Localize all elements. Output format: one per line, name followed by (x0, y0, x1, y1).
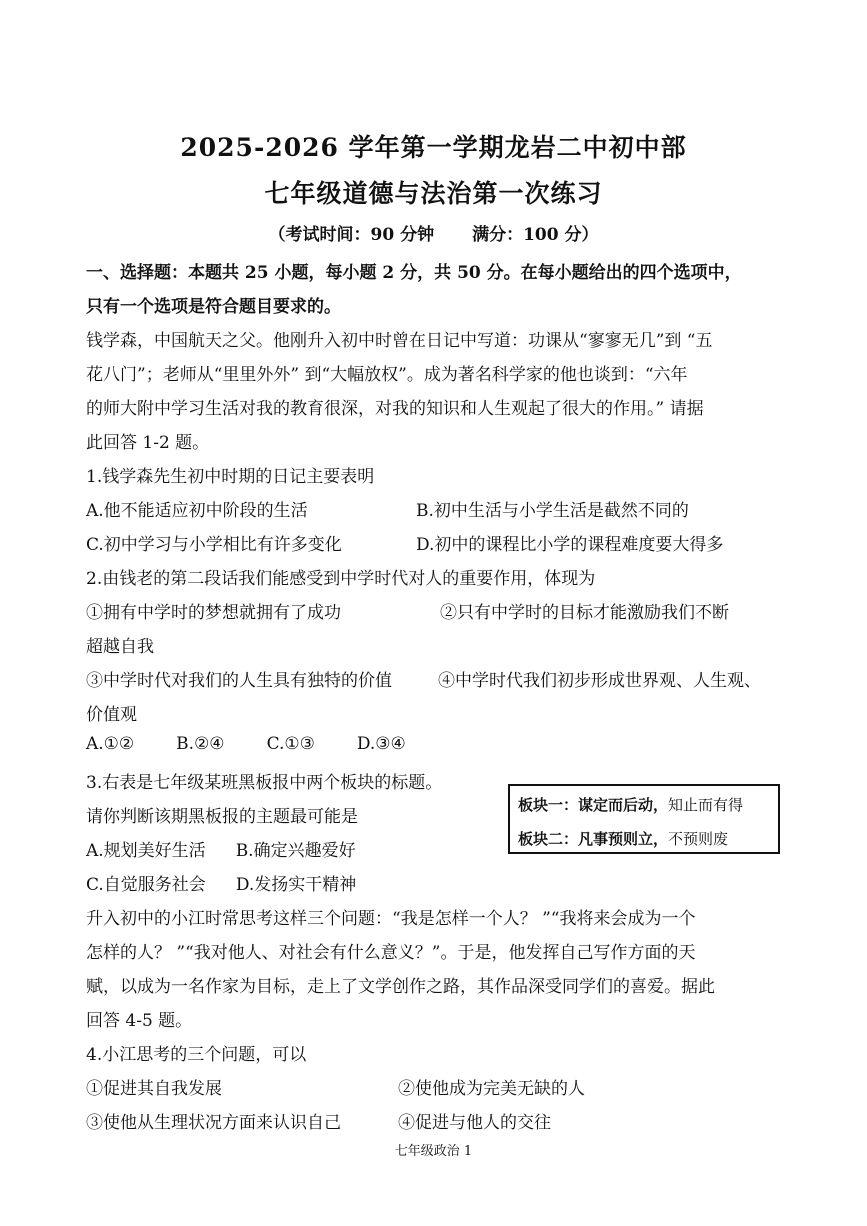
material1-line2: 花八门”；老师从“里里外外” 到“大幅放权”。成为著名科学家的他也谈到：“六年 (86, 365, 688, 385)
board-row-1-label: 板块一：谋定而后动， (518, 796, 669, 814)
q2-option-b: B.②④ (176, 734, 225, 754)
q2-statement-2: ②只有中学时的目标才能激励我们不断 (440, 603, 729, 623)
q1-option-b: B.初中生活与小学生活是截然不同的 (416, 501, 689, 521)
q3-stem-2: 请你判断该期黑板报的主题最可能是 (86, 807, 358, 827)
q3-stem: 3.右表是七年级某班黑板报中两个板块的标题。 (86, 773, 443, 793)
q3-option-a: A.规划美好生活 (86, 841, 206, 861)
q2-statement-2-cont: 超越自我 (86, 637, 154, 657)
q4-statement-4: ④促进与他人的交往 (398, 1113, 551, 1133)
exam-full-score: 满分：100 分） (472, 225, 599, 245)
q1-option-d: D.初中的课程比小学的课程难度要大得多 (416, 535, 724, 555)
q4-statement-2: ②使他成为完美无缺的人 (398, 1079, 585, 1099)
q3-option-c: C.自觉服务社会 (86, 875, 206, 895)
material1-line3: 的师大附中学习生活对我的教育很深，对我的知识和人生观起了很大的作用。” 请据 (86, 399, 704, 419)
q3-option-d: D.发扬实干精神 (235, 875, 357, 895)
section-heading-line1: 一、选择题：本题共 25 小题，每小题 2 分，共 50 分。在每小题给出的四个选项中， (86, 263, 742, 283)
q1-option-a: A.他不能适应初中阶段的生活 (86, 501, 308, 521)
board-row-2-label: 板块二：凡事预则立， (518, 830, 669, 848)
page-footer: 七年级政治 1 (394, 1144, 473, 1159)
exam-info (0, 220, 867, 245)
q2-statement-1: ①拥有中学时的梦想就拥有了成功 (86, 603, 341, 623)
q2-option-c: C.①③ (266, 734, 315, 754)
material1-line1: 钱学森，中国航天之父。他刚升入初中时曾在日记中写道：功课从“寥寥无几”到 “五 (86, 331, 713, 351)
q2-statement-3: ③中学时代对我们的人生具有独特的价值 (86, 671, 392, 691)
blackboard-table (508, 784, 780, 854)
board-row-1-rest: 知止而有得 (668, 796, 744, 814)
exam-title-line1: 2025-2026 学年第一学期龙岩二中初中部 (180, 133, 687, 162)
q4-stem: 4.小江思考的三个问题，可以 (86, 1045, 307, 1065)
q2-stem: 2.由钱老的第二段话我们能感受到中学时代对人的重要作用，体现为 (86, 569, 596, 589)
board-row-2-rest: 不预则废 (668, 830, 729, 848)
material1-line4: 此回答 1-2 题。 (86, 433, 210, 453)
q3-options-cd (86, 870, 386, 895)
q4-statement-1: ①促进其自我发展 (86, 1079, 222, 1099)
q2-statement-4: ④中学时代我们初步形成世界观、人生观、 (438, 671, 761, 691)
material2-line4: 回答 4-5 题。 (86, 1011, 193, 1031)
exam-time: （考试时间：90 分钟 (268, 225, 435, 245)
q2-statement-4-cont: 价值观 (86, 705, 137, 725)
section-heading-line2: 只有一个选项是符合题目要求的。 (86, 297, 341, 317)
board-row-1 (518, 794, 778, 815)
material2-line3: 赋，以成为一名作家为目标，走上了文学创作之路，其作品深受同学们的喜爱。据此 (86, 977, 715, 997)
q1-option-c: C.初中学习与小学相比有许多变化 (86, 535, 342, 555)
q1-stem: 1.钱学森先生初中时期的日记主要表明 (86, 467, 375, 487)
q2-options (86, 734, 448, 754)
material2-line2: 怎样的人？ ”“我对他人、对社会有什么意义？”。于是，他发挥自己写作方面的天 (86, 943, 696, 963)
exam-title-line2: 七年级道德与法治第一次练习 (264, 179, 603, 208)
board-row-2 (518, 828, 778, 849)
q2-option-a: A.①② (86, 734, 135, 754)
material2-line1: 升入初中的小江时常思考这样三个问题：“我是怎样一个人？ ”“我将来会成为一个 (86, 909, 696, 929)
q3-options-ab (86, 836, 386, 861)
q3-option-b: B.确定兴趣爱好 (235, 841, 356, 861)
q2-option-d: D.③④ (356, 734, 406, 754)
q4-statement-3: ③使他从生理状况方面来认识自己 (86, 1113, 341, 1133)
